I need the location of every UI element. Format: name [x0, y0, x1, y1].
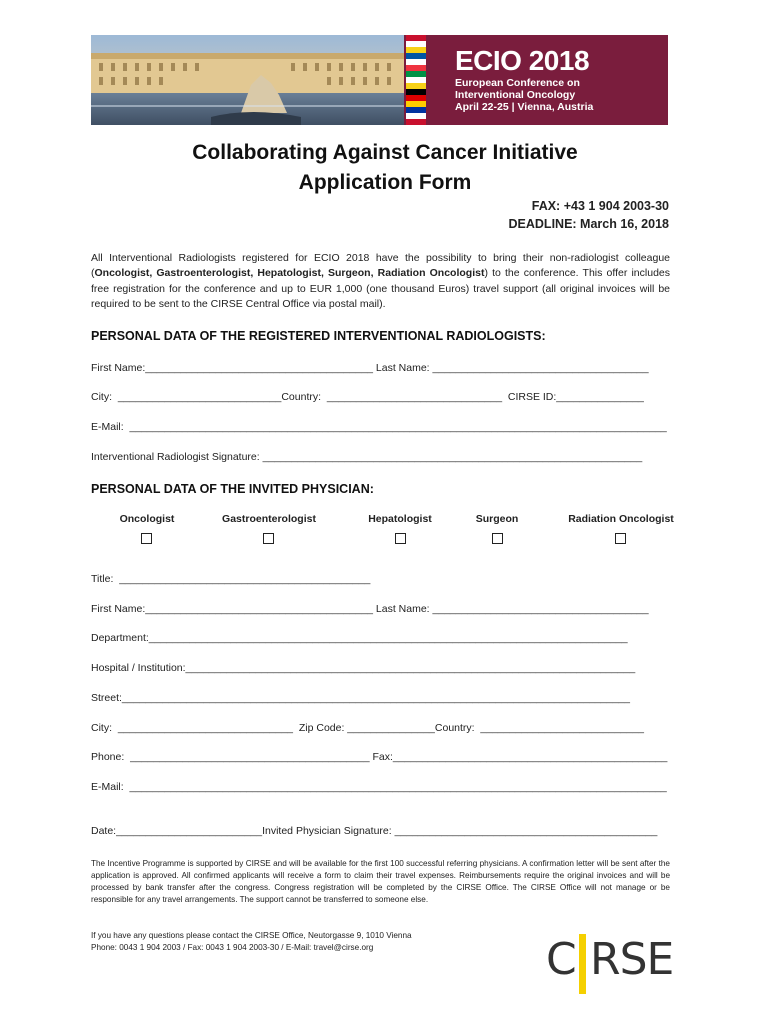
- banner-subtitle-line2: Interventional Oncology: [455, 89, 576, 101]
- radiologist-name-fields[interactable]: First Name:_______________________________________ Last Name: _____________________________________: [91, 362, 649, 374]
- physician-email-field[interactable]: E-Mail: ____________________________________________________________________________________________: [91, 781, 667, 793]
- svg-text:RSE: RSE: [590, 934, 674, 985]
- section-radiologist-heading: PERSONAL DATA OF THE REGISTERED INTERVENTIONAL RADIOLOGISTS:: [91, 329, 546, 343]
- schonbrunn-palace-photo: [91, 35, 404, 125]
- physician-phone-fax-fields[interactable]: Phone: _________________________________________ Fax:_______________________________________________: [91, 751, 668, 763]
- checkbox-radiation-oncologist[interactable]: [615, 533, 626, 544]
- checkbox-surgeon[interactable]: [492, 533, 503, 544]
- radiologist-signature-field[interactable]: Interventional Radiologist Signature: _________________________________________________________________: [91, 451, 643, 463]
- ecio-banner: [91, 35, 668, 125]
- programme-note: The Incentive Programme is supported by CIRSE and will be available for the first 100 successful referring physicians. A confirmation letter will be sent after the application is approved. All confirmed applicants will receive a form to claim their travel expenses. Reimbursements require the original invoices and will be processed by bank transfer after the congress. Congress registration will be completed by the CIRSE Office. The CIRSE Office will not manage or be responsible for any travel arrangements. The support cannot be transferred to someone else.: [91, 859, 670, 904]
- intro-specialties: Oncologist, Gastroenterologist, Hepatologist, Surgeon, Radiation Oncologist: [94, 267, 485, 280]
- intro-text-2: ) to the conference. This offer includes free registration for the conference and up to EUR 1,000 (one thousand Euros) travel support (all original invoices will be required to be sent to the CIRSE Central Office via postal mail).: [91, 267, 671, 311]
- section-physician-heading: PERSONAL DATA OF THE INVITED PHYSICIAN:: [91, 482, 374, 496]
- checkbox-oncologist[interactable]: [141, 533, 152, 544]
- checkbox-gastroenterologist[interactable]: [263, 533, 274, 544]
- option-label-oncologist: Oncologist: [119, 513, 175, 525]
- svg-text:C: C: [546, 934, 576, 985]
- physician-title-field[interactable]: Title: ___________________________________________: [91, 573, 371, 585]
- radiologist-city-country-id-fields[interactable]: City: ____________________________Country: ______________________________ CIRSE ID:_______________: [91, 391, 644, 403]
- option-label-radiation-oncologist: Radiation Oncologist: [568, 513, 674, 525]
- intro-paragraph: [91, 251, 670, 313]
- form-title-line2: Application Form: [298, 171, 472, 194]
- physician-department-field[interactable]: Department:__________________________________________________________________________________: [91, 632, 628, 644]
- physician-city-zip-country-fields[interactable]: City: ______________________________ Zip Code: _______________Country: ____________________________: [91, 722, 644, 734]
- intro-text-1: All Interventional Radiologists registered for ECIO 2018 have the possibility to bring their non-radiologist colleague (: [91, 252, 670, 280]
- banner-dates: April 22-25 | Vienna, Austria: [455, 101, 594, 113]
- contact-info: [91, 930, 491, 954]
- banner-subtitle-line1: European Conference on: [455, 77, 580, 89]
- date-signature-fields[interactable]: Date:_________________________Invited Physician Signature: _____________________________________________: [91, 825, 658, 837]
- deadline: DEADLINE: March 16, 2018: [508, 217, 669, 231]
- option-label-surgeon: Surgeon: [475, 513, 519, 525]
- physician-name-fields[interactable]: First Name:_______________________________________ Last Name: _____________________________________: [91, 603, 649, 615]
- radiologist-email-field[interactable]: E-Mail: ____________________________________________________________________________________________: [91, 421, 667, 433]
- form-title-line1: Collaborating Against Cancer Initiative: [192, 141, 578, 164]
- contact-phone-email: Phone: 0043 1 904 2003 / Fax: 0043 1 904 2003-30 / E-Mail: travel@cirse.org: [91, 943, 374, 952]
- checkbox-hepatologist[interactable]: [395, 533, 406, 544]
- cirse-logo: [546, 930, 676, 996]
- flag-stripes: [406, 35, 426, 125]
- banner-title: ECIO 2018: [455, 45, 590, 76]
- physician-hospital-field[interactable]: Hospital / Institution:_____________________________________________________________________________: [91, 662, 636, 674]
- fax-number: FAX: +43 1 904 2003-30: [531, 199, 669, 213]
- physician-street-field[interactable]: Street:_______________________________________________________________________________________: [91, 692, 630, 704]
- option-label-gastroenterologist: Gastroenterologist: [222, 513, 316, 525]
- option-label-hepatologist: Hepatologist: [368, 513, 432, 525]
- contact-address: If you have any questions please contact the CIRSE Office, Neutorgasse 9, 1010 Vienna: [91, 931, 412, 940]
